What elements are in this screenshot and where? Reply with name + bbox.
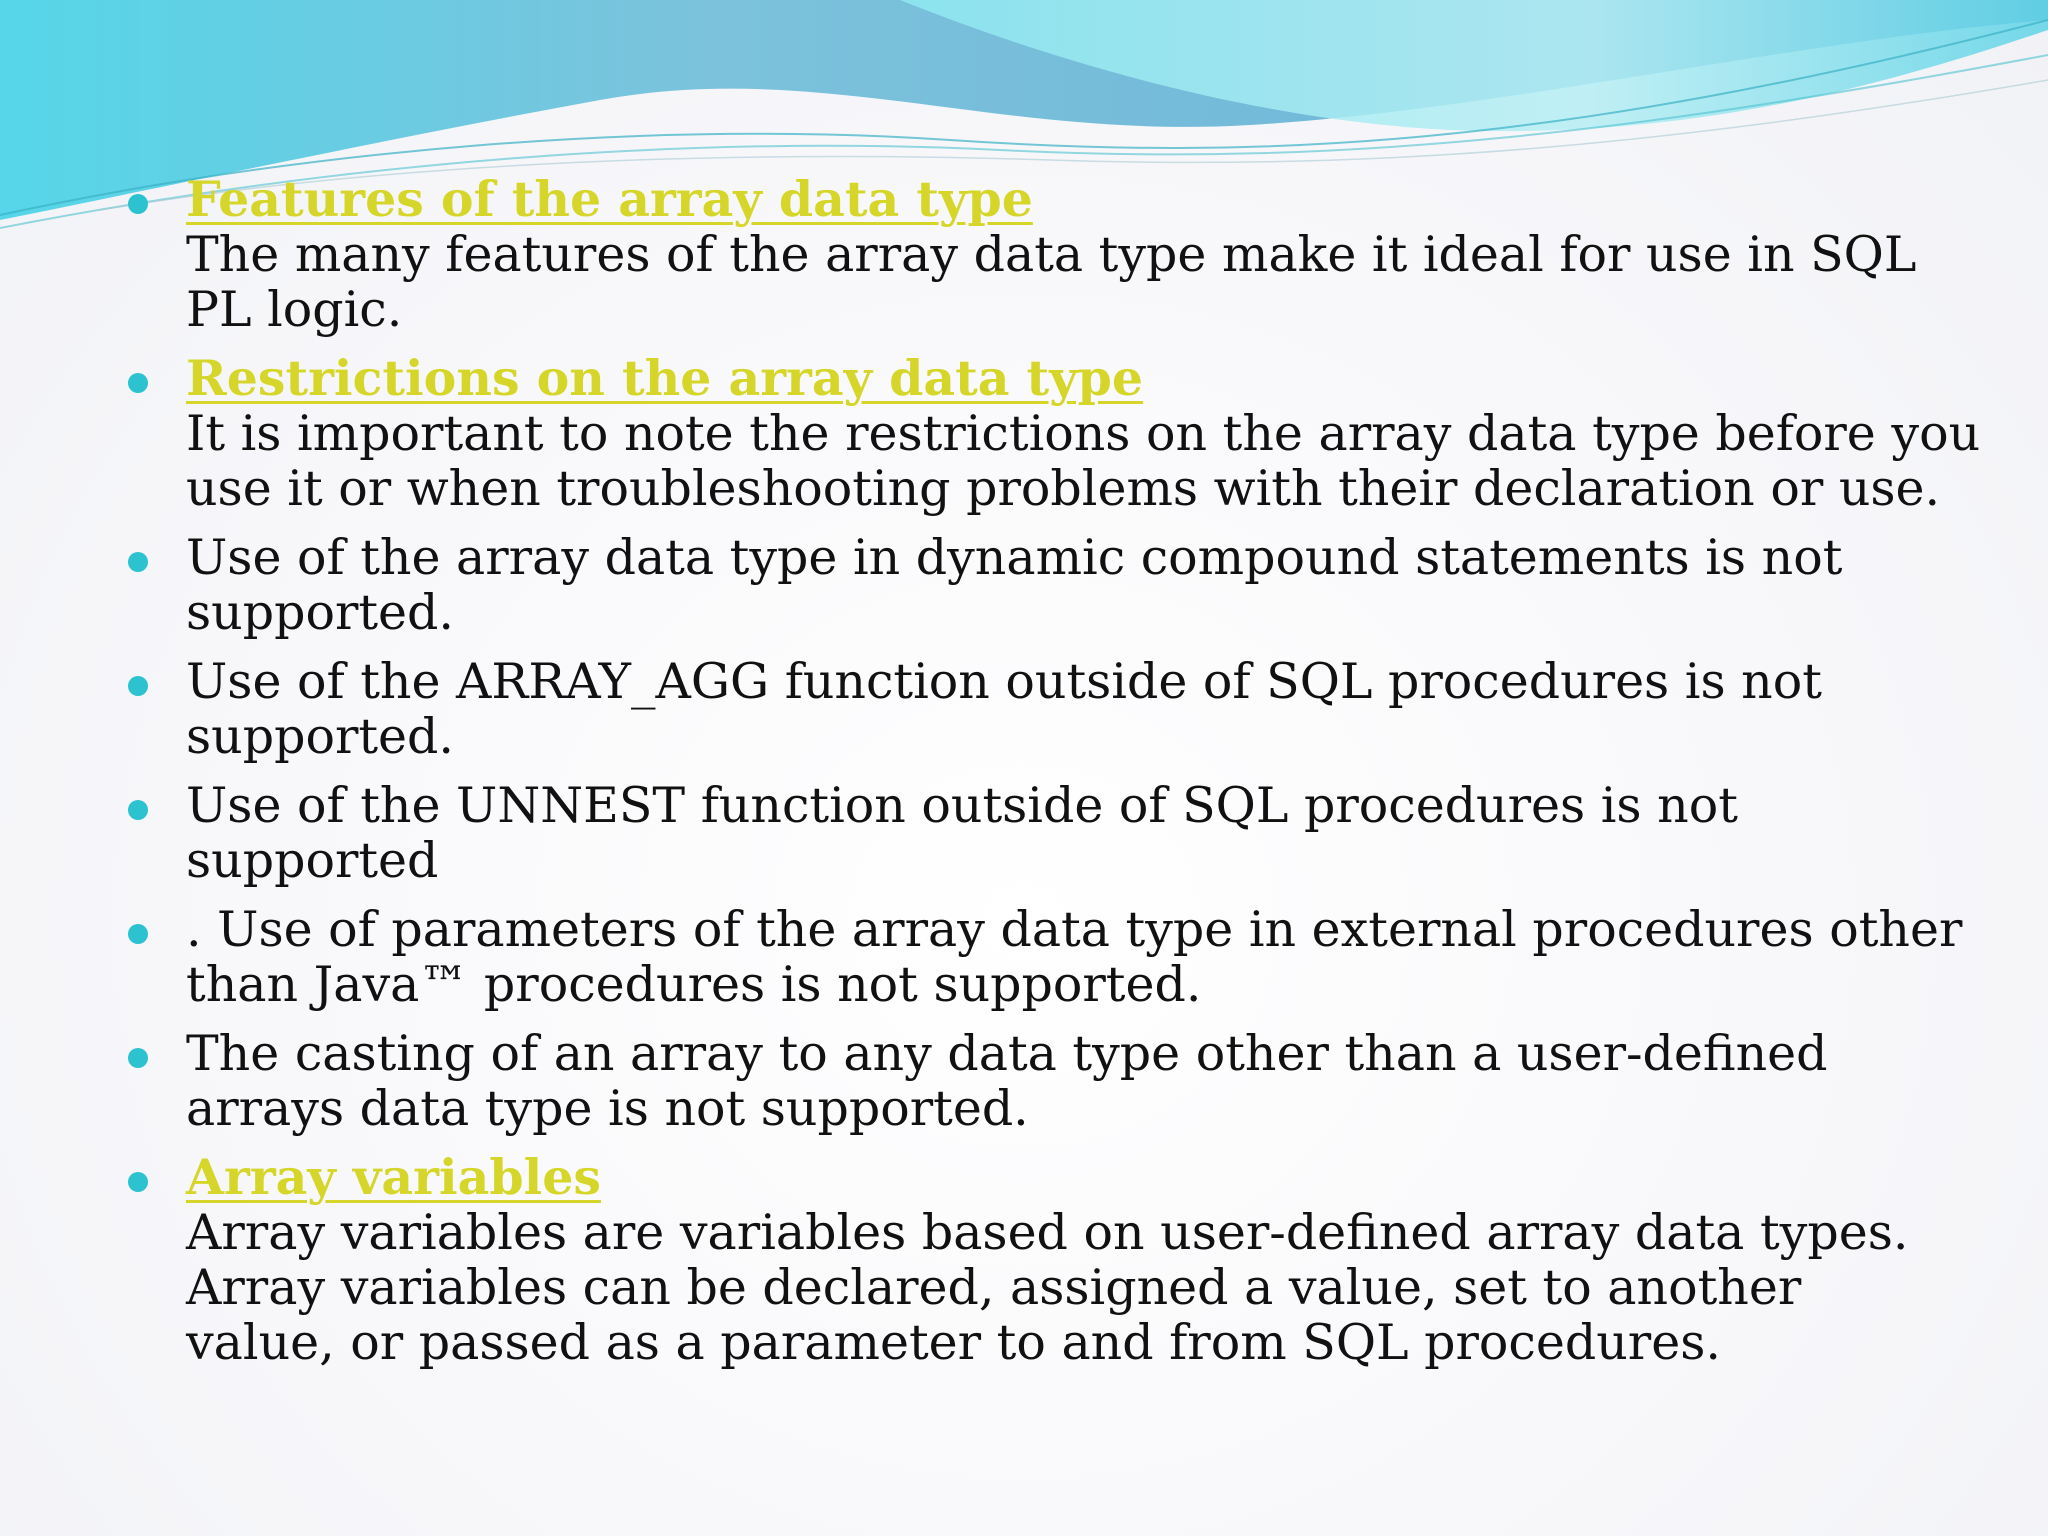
slide-content xyxy=(128,172,2008,1384)
bullet-item xyxy=(128,778,2008,888)
bullet-text: Use of the ARRAY_AGG function outside of SQL procedures is not supported. xyxy=(186,653,1822,765)
bullet-heading: Features of the array data type xyxy=(186,170,1033,228)
bullet-list xyxy=(128,172,2008,1370)
bullet-dot-icon xyxy=(128,1172,148,1192)
bullet-heading: Restrictions on the array data type xyxy=(186,349,1144,407)
bullet-text: It is important to note the restrictions on the array data type before you use it or when troubleshooting problems with their declaration or use. xyxy=(186,405,1981,517)
bullet-text: Use of the array data type in dynamic compound statements is not supported. xyxy=(186,529,1843,641)
bullet-text: The many features of the array data type make it ideal for use in SQL PL logic. xyxy=(186,226,1917,338)
bullet-item xyxy=(128,351,2008,516)
bullet-text: Array variables are variables based on user-defined array data types. Array variables can be declared, assigned a value, set to another value, or passed as a parameter to and from SQL procedures. xyxy=(186,1204,1909,1371)
bullet-dot-icon xyxy=(128,924,148,944)
bullet-text: Use of the UNNEST function outside of SQL procedures is not supported xyxy=(186,777,1738,889)
bullet-dot-icon xyxy=(128,1048,148,1068)
bullet-item xyxy=(128,1150,2008,1370)
bullet-dot-icon xyxy=(128,194,148,214)
bullet-dot-icon xyxy=(128,676,148,696)
bullet-text: . Use of parameters of the array data type in external procedures other than Java™ procedures is not supported. xyxy=(186,901,1963,1013)
bullet-heading: Array variables xyxy=(186,1148,601,1206)
bullet-dot-icon xyxy=(128,800,148,820)
bullet-item xyxy=(128,1026,2008,1136)
bullet-item xyxy=(128,654,2008,764)
bullet-item xyxy=(128,530,2008,640)
bullet-item xyxy=(128,902,2008,1012)
bullet-text: The casting of an array to any data type other than a user-defined arrays data type is not supported. xyxy=(186,1025,1828,1137)
bullet-dot-icon xyxy=(128,552,148,572)
bullet-item xyxy=(128,172,2008,337)
bullet-dot-icon xyxy=(128,373,148,393)
